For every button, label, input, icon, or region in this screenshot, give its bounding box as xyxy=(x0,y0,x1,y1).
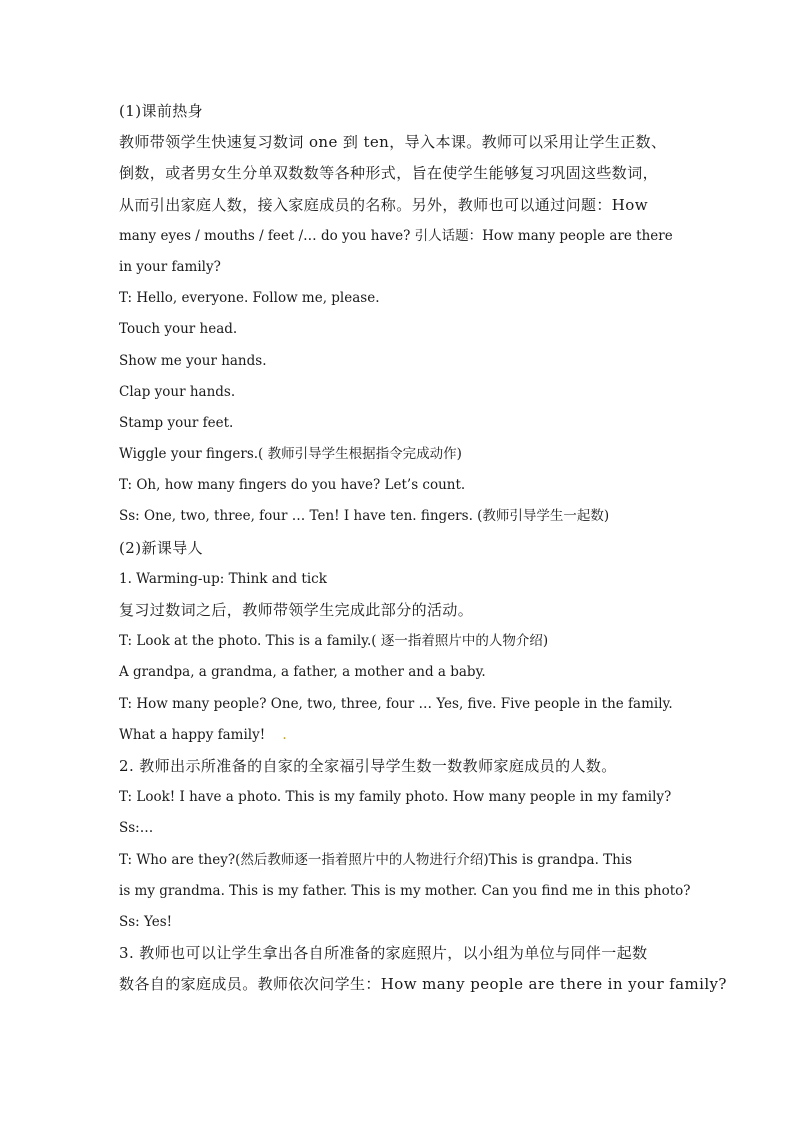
dialogue-line: T: Look! I have a photo. This is my family photo. How many people in my family? xyxy=(119,789,672,806)
highlight-mark: . xyxy=(282,726,287,743)
dialogue-line: Ss:… xyxy=(119,820,154,837)
document-body xyxy=(119,96,727,1000)
dialogue-text: What a happy family! xyxy=(119,726,266,743)
section-heading: (1)课前热身 xyxy=(119,102,204,120)
dialogue-line: A grandpa, a grandma, a father, a mother and a baby. xyxy=(119,664,486,681)
paragraph-line: many eyes / mouths / feet /… do you have? 引人话题：How many people are there xyxy=(119,227,673,244)
dialogue-line: Touch your head. xyxy=(119,321,238,338)
dialogue-line: T: How many people? One, two, three, four … Yes, five. Five people in the family. xyxy=(119,695,673,712)
dialogue-line: Ss: Yes! xyxy=(119,913,173,930)
dialogue-line: T: Oh, how many fingers do you have? Let’s count. xyxy=(119,477,466,494)
dialogue-line: T: Who are they?(然后教师逐一指着照片中的人物进行介绍)This is grandpa. This xyxy=(119,851,633,868)
dialogue-line xyxy=(119,720,675,751)
dialogue-line: T: Look at the photo. This is a family.( 逐一指着照片中的人物介绍) xyxy=(119,633,549,650)
dialogue-line: Show me your hands. xyxy=(119,352,267,369)
dialogue-line: Wiggle your fingers.( 教师引导学生根据指令完成动作) xyxy=(119,446,462,463)
activity-heading: 2. 教师出示所准备的自家的全家福引导学生数一数教师家庭成员的人数。 xyxy=(119,756,617,775)
paragraph-line: 从而引出家庭人数，接入家庭成员的名称。另外，教师也可以通过问题：How xyxy=(119,195,648,214)
paragraph-line: in your family? xyxy=(119,258,221,275)
dialogue-line: T: Hello, everyone. Follow me, please. xyxy=(119,290,380,307)
paragraph-line: 数各自的家庭成员。教师依次问学生：How many people are there in your family? xyxy=(119,975,727,994)
dialogue-line: is my grandma. This is my father. This is my mother. Can you find me in this photo? xyxy=(119,882,691,899)
section-heading: (2)新课导人 xyxy=(119,538,204,557)
paragraph-line: 倒数，或者男女生分单双数数等各种形式，旨在使学生能够复习巩固这些数词， xyxy=(119,164,659,183)
dialogue-line: Clap your hands. xyxy=(119,383,236,400)
dialogue-line: Stamp your feet. xyxy=(119,414,234,431)
paragraph-line: 复习过数词之后，教师带领学生完成此部分的活动。 xyxy=(119,601,474,619)
activity-heading: 1. Warming-up: Think and tick xyxy=(119,570,327,587)
dialogue-line: Ss: One, two, three, four … Ten! I have ten. fingers. (教师引导学生一起数) xyxy=(119,508,610,525)
activity-heading: 3. 教师也可以让学生拿出各自所准备的家庭照片，以小组为单位与同伴一起数 xyxy=(119,944,648,963)
paragraph-line: 教师带领学生快速复习数词 one 到 ten，导入本课。教师可以采用让学生正数、 xyxy=(119,133,667,152)
